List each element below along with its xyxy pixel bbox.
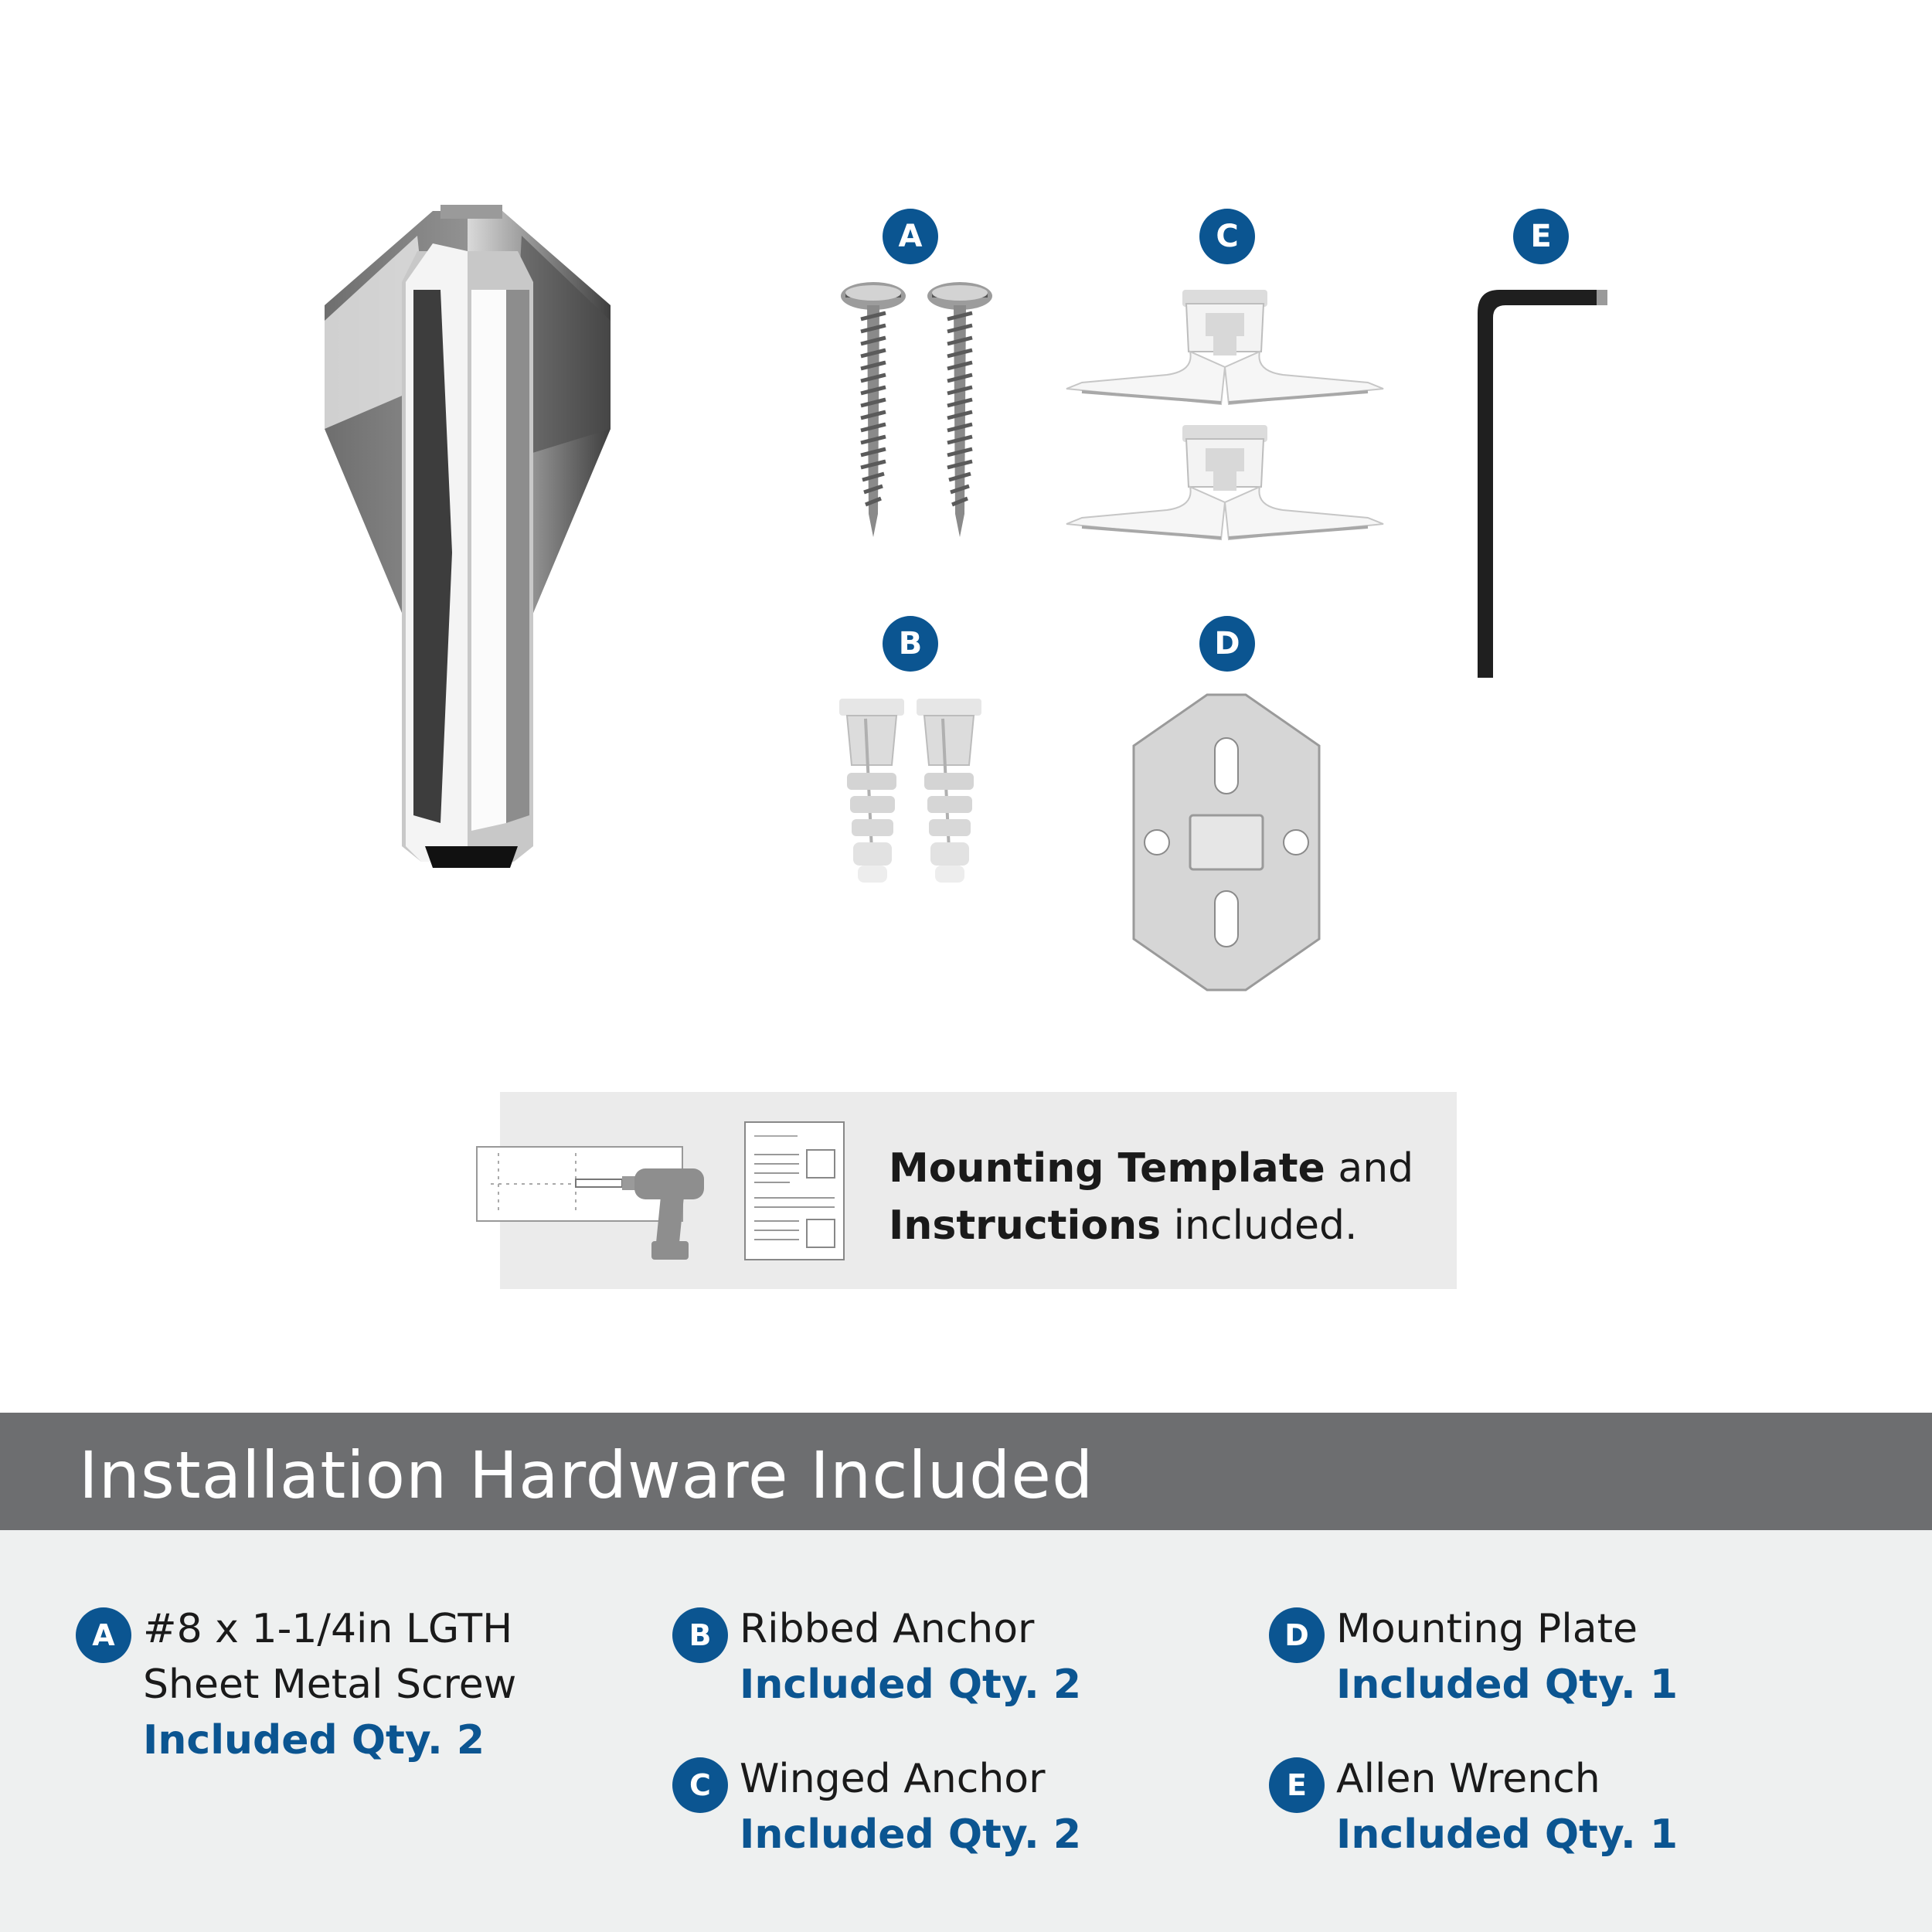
instructions-doc-icon [743,1121,845,1261]
template-note [889,1140,1413,1254]
badge-e: E [1513,209,1569,264]
badge-d: D [1199,616,1255,672]
item-d-qty: Included Qty. 1 [1336,1662,1679,1708]
item-a-qty: Included Qty. 2 [143,1717,485,1764]
list-badge-a: A [76,1607,131,1663]
item-b-name: Ribbed Anchor [740,1606,1035,1652]
item-e-qty: Included Qty. 1 [1336,1811,1679,1858]
mounting-plate-icon [1130,692,1323,993]
drill-icon [475,1145,711,1261]
robe-hook-image [317,205,618,869]
badge-a: A [883,209,938,264]
item-e-name: Allen Wrench [1336,1756,1600,1802]
template-note-text2: included. [1161,1202,1358,1249]
allen-wrench-icon [1468,282,1615,684]
ribbed-anchor-icon [835,696,1005,896]
item-b-qty: Included Qty. 2 [740,1662,1082,1708]
page-title: Installation Hardware Included [79,1437,1094,1513]
item-a-name-line1: #8 x 1-1/4in LGTH [143,1606,513,1652]
list-badge-c: C [672,1757,728,1813]
item-c-name: Winged Anchor [740,1756,1046,1802]
item-c-qty: Included Qty. 2 [740,1811,1082,1858]
badge-b: B [883,616,938,672]
template-note-bold2: Instructions [889,1202,1162,1249]
winged-anchor-icon [1059,282,1399,553]
badge-c: C [1199,209,1255,264]
item-d-name: Mounting Plate [1336,1606,1638,1652]
item-a-name-line2: Sheet Metal Screw [143,1662,517,1708]
list-badge-d: D [1269,1607,1325,1663]
template-note-text1: and [1325,1145,1414,1192]
template-note-bold1: Mounting Template [889,1145,1325,1192]
list-badge-b: B [672,1607,728,1663]
screw-icon [835,282,1012,545]
list-badge-e: E [1269,1757,1325,1813]
